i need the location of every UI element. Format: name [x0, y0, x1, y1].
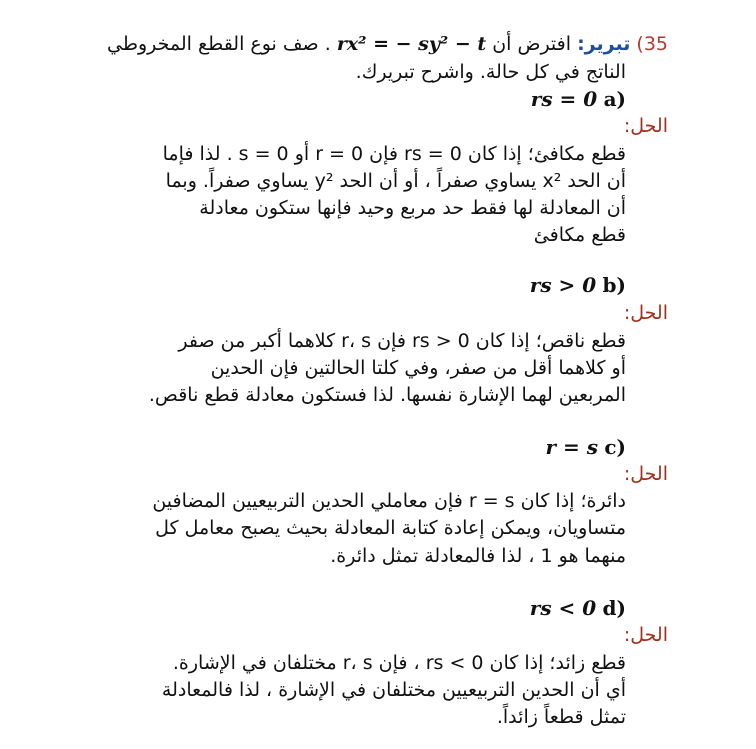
part-a-condition: rs = 0	[530, 87, 598, 111]
part-b-line-3: المربعين لهما الإشارة نفسها. لذا فستكون معادلة قطع ناقص.	[148, 384, 626, 406]
question-line-1	[0, 31, 756, 57]
part-b-line-2: أو كلاهما أقل من صفر، وفي كلتا الحالتين فإن الحدين	[210, 357, 626, 379]
question-text-post: . صف نوع القطع المخروطي	[107, 33, 331, 55]
part-d-condition: rs < 0	[529, 596, 597, 620]
question-line-2: الناتج في كل حالة. واشرح تبريرك.	[355, 61, 626, 83]
part-c-line-2: متساويان، ويمكن إعادة كتابة المعادلة بحيث يصبح معامل كل	[155, 517, 626, 539]
part-b-line-1: قطع ناقص؛ إذا كان rs > 0 فإن r، s كلاهما أكبر من صفر	[178, 330, 626, 352]
part-d-line-2: أي أن الحدين التربيعيين مختلفان في الإشارة ، لذا فالمعادلة	[161, 679, 626, 701]
question-text-pre: افترض أن	[492, 33, 572, 55]
part-b-condition: rs > 0	[529, 273, 597, 297]
part-b-letter: (b	[602, 273, 626, 297]
part-d-heading	[0, 595, 756, 621]
part-a-line-1: قطع مكافئ؛ إذا كان rs = 0 فإن r = 0 أو s = 0 . لذا فإما	[162, 143, 626, 165]
part-a-solution-label: الحل:	[623, 115, 668, 137]
part-d-line-1: قطع زائد؛ إذا كان rs < 0 ، فإن r، s مختلفان في الإشارة.	[172, 652, 626, 674]
question-number: 35)	[636, 33, 668, 55]
part-c-line-1: دائرة؛ إذا كان r = s فإن معاملي الحدين التربيعيين المضافين	[152, 490, 626, 512]
part-d-line-3: تمثل قطعاً زائداً.	[496, 706, 626, 728]
part-a-line-2: أن الحد x² يساوي صفراً ، أو أن الحد y² يساوي صفراً. وبما	[165, 170, 626, 192]
part-c-condition: r = s	[545, 435, 598, 459]
part-c-solution-label: الحل:	[623, 463, 668, 485]
question-label: تبرير:	[577, 33, 631, 55]
part-b-solution-label: الحل:	[623, 302, 668, 324]
part-c-line-3: منهما هو 1 ، لذا فالمعادلة تمثل دائرة.	[330, 545, 626, 567]
part-a-letter: (a	[603, 87, 626, 111]
part-b-heading	[0, 272, 756, 298]
part-a-heading	[0, 86, 756, 112]
part-d-solution-label: الحل:	[623, 624, 668, 646]
part-a-line-4: قطع مكافئ	[533, 224, 626, 246]
part-c-heading	[0, 434, 756, 460]
part-d-letter: (d	[602, 596, 626, 620]
part-c-letter: (c	[604, 435, 626, 459]
part-a-line-3: أن المعادلة لها فقط حد مربع وحيد فإنها ستكون معادلة	[199, 197, 626, 219]
question-equation: rx² = − sy² − t	[336, 33, 487, 55]
